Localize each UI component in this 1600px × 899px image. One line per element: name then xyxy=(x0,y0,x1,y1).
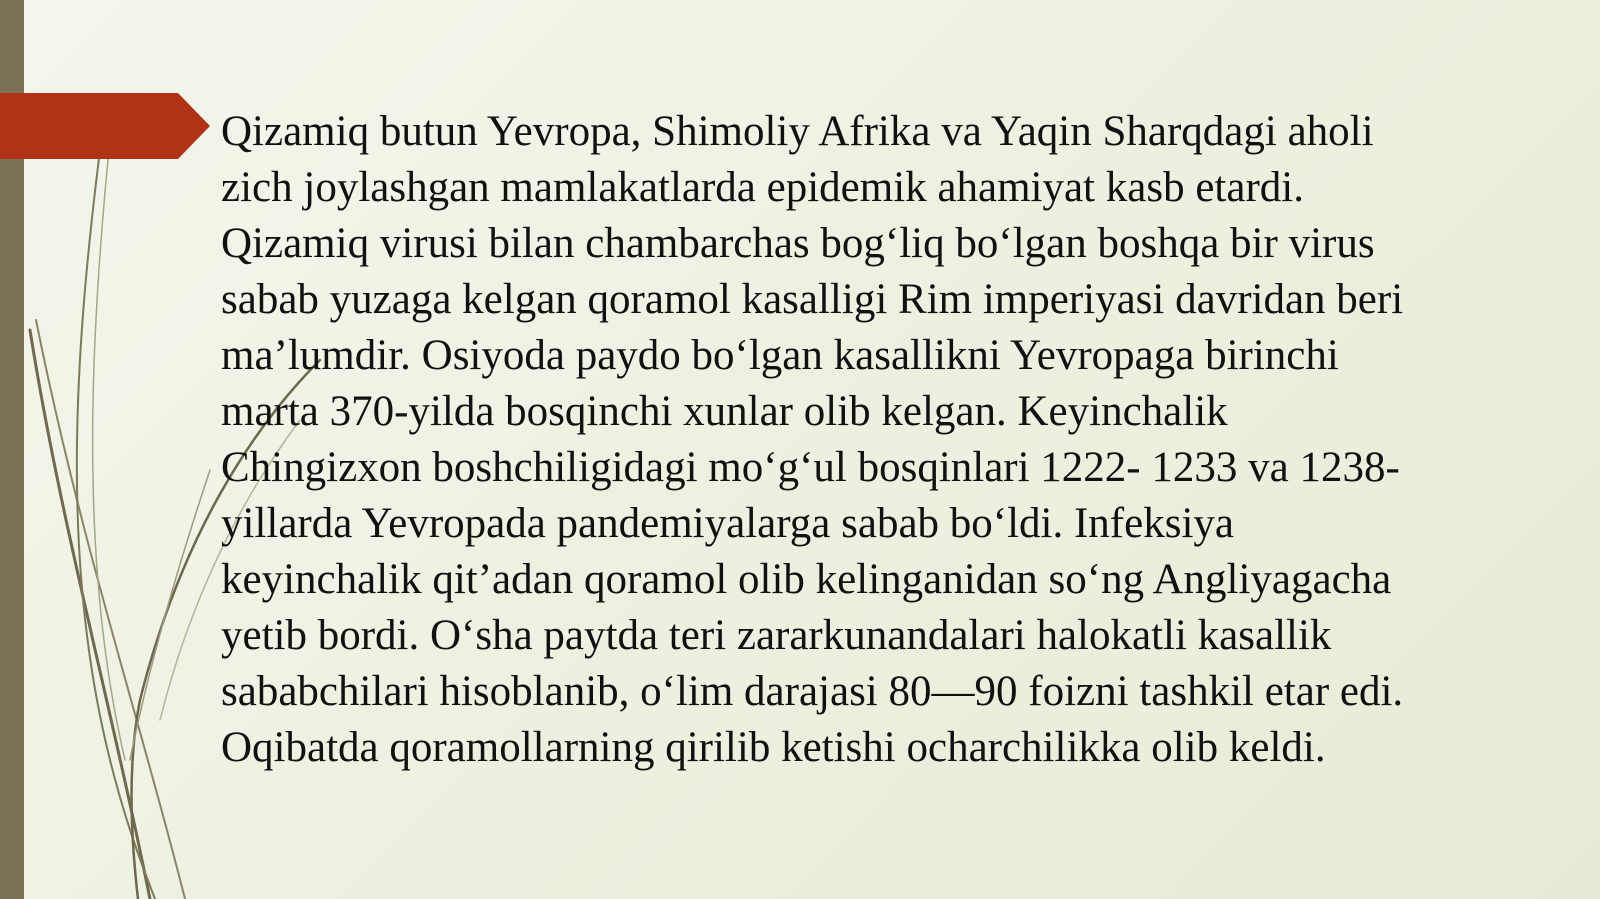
slide-body-text: Qizamiq butun Yevropa, Shimoliy Afrika va Yaqin Sharqdagi aholi zich joylashgan mamlakatlarda epidemik ahamiyat kasb etardi. Qizamiq virusi bilan chambarchas bog‘liq bo‘lgan boshqa bir virus sabab yuzaga kelgan qoramol kasalligi Rim imperiyasi davridan beri ma’lumdir. Osiyoda paydo bo‘lgan kasallikni Yevropaga birinchi marta 370-yilda bosqinchi xunlar olib kelgan. Keyinchalik Chingizxon boshchiligidagi mo‘g‘ul bosqinlari 1222- 1233 va 1238- yillarda Yevropada pandemiyalarga sabab bo‘ldi. Infeksiya keyinchalik qit’adan qoramol olib kelinganidan so‘ng Angliyagacha yetib bordi. O‘sha paytda teri zararkunandalari halokatli kasallik sababchilari hisoblanib, o‘lim darajasi 80—90 foizni tashkil etar edi. Oqibatda qoramollarning qirilib ketishi ocharchilikka olib keldi. xyxy=(221,108,1404,771)
red-arrow-marker xyxy=(0,93,210,159)
